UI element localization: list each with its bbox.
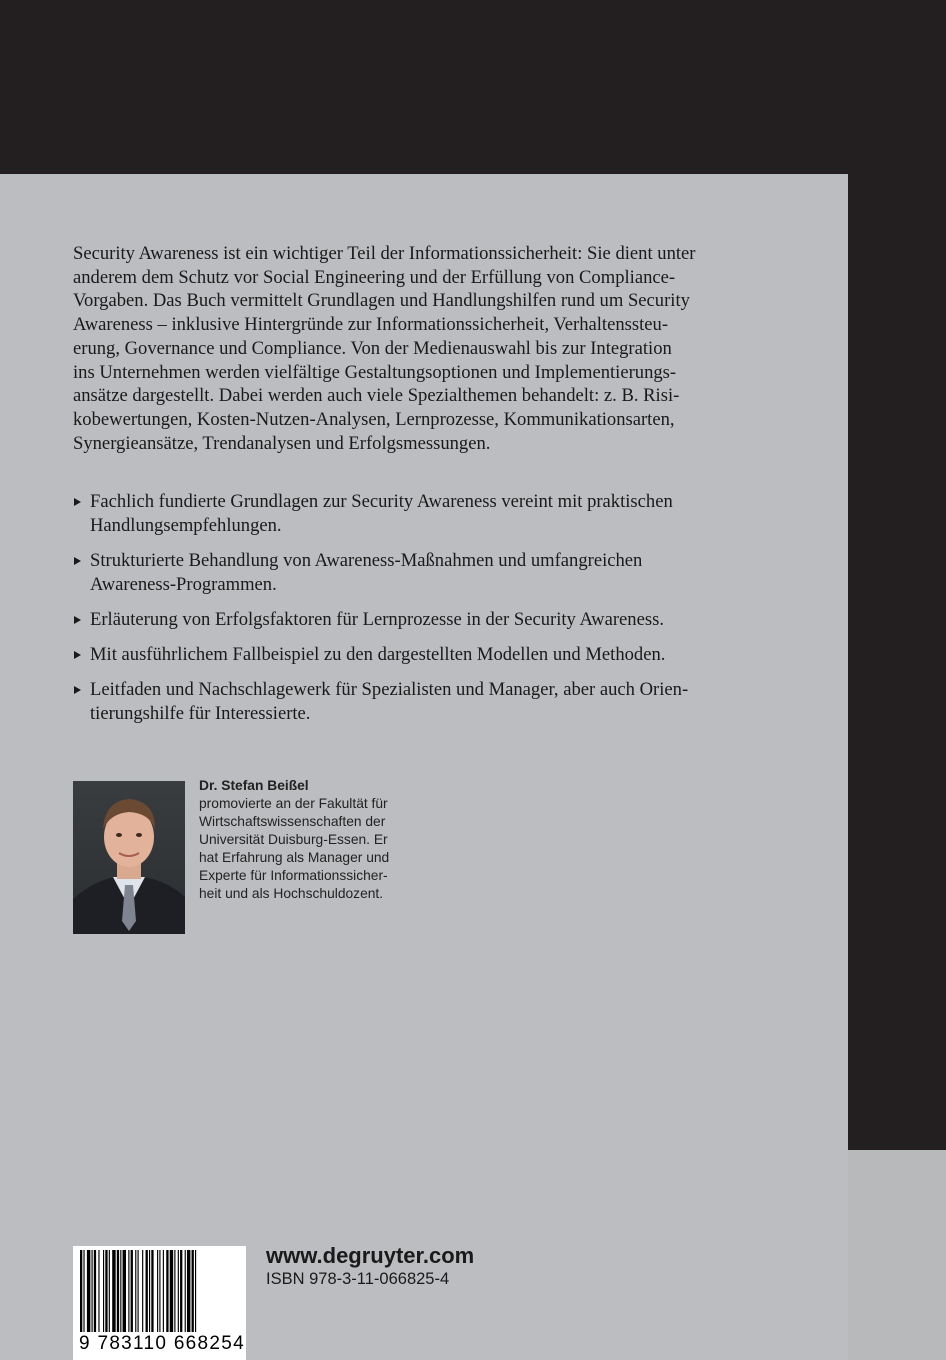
blurb-line: Awareness – inklusive Hintergründe zur Informationssicherheit, Verhaltenssteu- bbox=[73, 314, 669, 336]
isbn-number: ISBN 978-3-11-066825-4 bbox=[266, 1270, 450, 1288]
bullet-triangle-icon bbox=[74, 686, 81, 694]
barcode-bar bbox=[103, 1250, 104, 1332]
barcode-bar bbox=[109, 1250, 110, 1332]
bullet-triangle-icon bbox=[74, 498, 81, 506]
barcode-bar bbox=[149, 1250, 150, 1332]
blurb-line: Security Awareness ist ein wichtiger Teil der Informationssicherheit: Sie dient unter bbox=[73, 243, 696, 264]
barcode-bar bbox=[178, 1250, 179, 1332]
barcode-bar bbox=[105, 1250, 107, 1332]
barcode-bar bbox=[131, 1250, 133, 1332]
barcode-bar bbox=[120, 1250, 121, 1332]
barcode-bar bbox=[151, 1250, 153, 1332]
blurb-line: erung, Governance und Compliance. Von der Medienauswahl bis zur Integration bbox=[73, 337, 672, 359]
barcode-bar bbox=[128, 1250, 129, 1332]
feature-line: Fachlich fundierte Grundlagen zur Security Awareness vereint mit praktischen bbox=[90, 491, 673, 512]
barcode-bar bbox=[123, 1250, 126, 1332]
barcode-bar bbox=[98, 1250, 99, 1332]
feature-item bbox=[73, 549, 793, 596]
bullet-triangle-icon bbox=[74, 651, 81, 659]
barcode-bar bbox=[192, 1250, 194, 1332]
feature-line: Leitfaden und Nachschlagewerk für Spezialisten und Manager, aber auch Orien- bbox=[90, 679, 689, 701]
author-bio-line: Universität Duisburg-Essen. Er bbox=[199, 832, 388, 847]
blurb-line: Synergieansätze, Trendanalysen und Erfolgsmessungen. bbox=[73, 432, 491, 454]
author-name: Dr. Stefan Beißel bbox=[199, 778, 309, 793]
feature-item bbox=[73, 643, 793, 667]
author-portrait-icon bbox=[73, 781, 185, 934]
feature-line: Strukturierte Behandlung von Awareness-Maßnahmen und umfangreichen bbox=[90, 549, 643, 571]
author-bio-line: Wirtschaftswissenschaften der bbox=[199, 814, 386, 829]
author-bio-line: Experte für Informationssicher- bbox=[199, 868, 388, 883]
bullet-triangle-icon bbox=[74, 557, 81, 565]
barcode-bar bbox=[195, 1250, 196, 1332]
author-bio-line: promovierte an der Fakultät für bbox=[199, 796, 388, 811]
feature-line: Mit ausführlichem Fallbeispiel zu den dargestellten Modellen und Methoden. bbox=[90, 644, 666, 666]
author-bio bbox=[199, 777, 439, 903]
barcode-bar bbox=[163, 1250, 164, 1332]
blurb-line: ins Unternehmen werden vielfältige Gestaltungsoptionen und Implementierungs- bbox=[73, 361, 677, 383]
barcode-bar bbox=[180, 1250, 182, 1332]
barcode-bar bbox=[112, 1250, 115, 1332]
barcode-bar bbox=[83, 1250, 84, 1332]
barcode-bar bbox=[157, 1250, 158, 1332]
feature-list bbox=[73, 490, 793, 737]
back-cover-panel bbox=[0, 174, 848, 1360]
barcode-bar bbox=[135, 1250, 136, 1332]
barcode-bar bbox=[187, 1250, 190, 1332]
author-bio-line: hat Erfahrung als Manager und bbox=[199, 850, 390, 865]
blurb-text bbox=[73, 242, 773, 455]
blurb-line: kobewertungen, Kosten-Nutzen-Analysen, Lernprozesse, Kommunikationsarten, bbox=[73, 408, 675, 430]
barcode-bar bbox=[94, 1250, 96, 1332]
publisher-website[interactable]: www.degruyter.com bbox=[266, 1243, 475, 1268]
barcode-bar bbox=[174, 1250, 175, 1332]
feature-item bbox=[73, 490, 793, 537]
barcode-bars-icon bbox=[80, 1250, 240, 1332]
blurb-line: anderem dem Schutz vor Social Engineering und der Erfüllung von Compliance- bbox=[73, 266, 676, 288]
feature-line: tierungshilfe für Interessierte. bbox=[90, 702, 311, 724]
author-photo bbox=[73, 781, 185, 934]
barcode-bar bbox=[92, 1250, 93, 1332]
feature-item bbox=[73, 678, 793, 725]
background-lower-band bbox=[848, 1150, 946, 1360]
barcode-bar bbox=[138, 1250, 139, 1332]
feature-item bbox=[73, 608, 793, 632]
barcode-bar bbox=[80, 1250, 82, 1332]
barcode-bar bbox=[170, 1250, 173, 1332]
bullet-triangle-icon bbox=[74, 616, 81, 624]
barcode-bar bbox=[159, 1250, 160, 1332]
barcode-bar bbox=[117, 1250, 119, 1332]
barcode-bar bbox=[87, 1250, 90, 1332]
feature-line: Erläuterung von Erfolgsfaktoren für Lernprozesse in der Security Awareness. bbox=[90, 608, 664, 630]
barcode-bar bbox=[185, 1250, 186, 1332]
blurb-line: ansätze dargestellt. Dabei werden auch viele Spezialthemen behandelt: z. B. Risi- bbox=[73, 385, 680, 407]
isbn-barcode bbox=[73, 1246, 246, 1360]
barcode-bar bbox=[146, 1250, 148, 1332]
barcode-bar bbox=[142, 1250, 143, 1332]
feature-line: Handlungsempfehlungen. bbox=[90, 514, 282, 536]
barcode-digits: 9 783110 668254 bbox=[79, 1333, 246, 1354]
barcode-bar bbox=[166, 1250, 168, 1332]
blurb-line: Vorgaben. Das Buch vermittelt Grundlagen und Handlungshilfen rund um Security bbox=[73, 290, 690, 312]
author-bio-line: heit und als Hochschuldozent. bbox=[199, 886, 384, 901]
feature-line: Awareness-Programmen. bbox=[90, 573, 277, 595]
